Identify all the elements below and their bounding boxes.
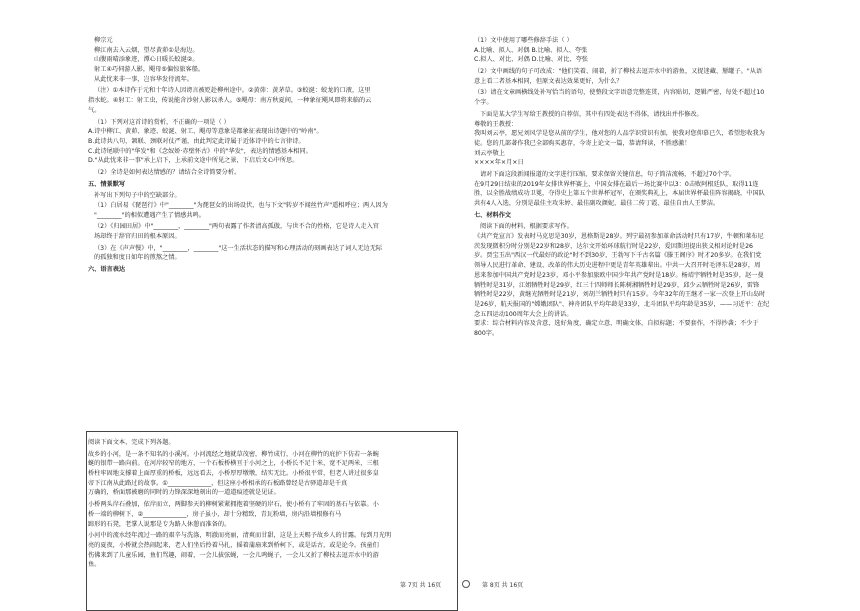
passage-text-line: 桥一端的柳树下，②______________，房子虽小，却十分精致，青瓦粉墙，房内沿墙根修有马	[88, 510, 342, 518]
right-column	[474, 36, 792, 339]
left-text-line: 山腹雨晴添象迹，潭心日暖长蛟涎②。	[94, 56, 199, 64]
left-text-line: C.此诗尾联中的"华发"和《念奴娇·赤壁怀古》中的"华发"，表达的情感基本相同。	[88, 147, 312, 155]
right-text-line: 胜，以全胜战绩成功卫冕，夺得史上第五个世界杯冠军，在颁奖典礼上，本届世界杯最佳阵容揭晓，中国队	[474, 190, 765, 198]
passage-text-line: 小桥两头岸石叠加，依岸而立，两脚参天的柳树紧紧拥抱着坚硬的岸石，使小桥有了牢固的基石与依靠。小	[88, 501, 379, 509]
page-divider-circle-icon	[462, 580, 470, 588]
passage-text-line: 蹄形的石凳，老掌人说那是专为路人休憩而准备的。	[88, 520, 231, 528]
right-text-line: 在9月29日结束的2019年女排世界杯赛上，中国女排在最后一场比赛中以3：0击败阿根廷队，取得11连	[474, 180, 759, 188]
passage-text-line: 鱼。	[88, 561, 101, 569]
left-text-line: 柳宗元	[94, 37, 113, 44]
left-text-line: D."从此忧来非一事"承上启下，上承前文途中所见之景，下启后文心中所思。	[88, 157, 299, 165]
left-text-line: 从此忧来非一事，岂容华发待流年。	[94, 75, 193, 83]
passage-text-line: 万确的，桥面那被磨的同时的力锋深深地刻出的一道道痕迹就是见证。	[88, 489, 280, 497]
right-text-line: 下面是某大学生写给王教授的自荐信，其中有四处表达不得体，请找出并作修改。	[480, 110, 703, 118]
passage-text-line: 桥柱牢固地支撑着上面厚重的桥板，远远看去，小桥厚厚墩墩，结实无比。小桥很平常，但老人讲过很多皇	[88, 470, 379, 478]
right-text-line: 恩来参加中国共产党时是23岁，邓小平参加旅欧中国少年共产党时是18岁。杨靖宇牺牲时是35岁，赵一曼	[474, 271, 764, 279]
passage-text-line: 帝下江南从此路过的故事。①______________，但这座小桥相承的石板路曾经是古驿道却是千真	[88, 479, 348, 487]
right-text-line: 茨发现微积分时分别是22岁和28岁，达尔文开始环球航行时是22岁，爱因斯坦提出狭义相对论时是26	[474, 242, 753, 250]
right-text-line: 尊敬的王教授：	[474, 120, 518, 128]
passage-text-line: 亮的夏夜，小桥就会热闹起来，老人们坐后拎着马扎，摇着蒲扇来到桥柯下，或是话古，或是论今。孩童们	[88, 541, 379, 549]
left-text-line: 五、情景默写	[88, 180, 126, 188]
passage-text-line: 蜒的银带一路向前。在河岸较窄的地方，一个石板桥横亘于小河之上，小桥长不足十米，宽不足两米，三根	[88, 460, 379, 468]
right-text-line: 要求：综合材料内容及含意，选好角度，确定立意，明确文体，自拟标题；不要套作，不得抄袭；不少于	[474, 320, 759, 328]
right-text-line: 牺牲时是31岁，江姐牺牲时是29岁，红三十四师师长陈树湘牺牲时是29岁，邱少云牺牲时是26岁，雷锋	[474, 281, 760, 289]
right-text-line: 个字。	[474, 99, 493, 107]
right-text-line: 念五四运动100周年大会上的讲话。	[474, 310, 573, 318]
right-text-line: ××××年×月×日	[474, 159, 524, 167]
left-text-line: 柳江南去入云烟，望尽黄茆①是海边。	[94, 46, 199, 54]
reading-passage	[88, 436, 446, 570]
passage-text-line: 伤佛来到了儿童乐园，鱼们骂趣，闹着，一会儿拔弦蝇，一会儿鸣蝇子，一会儿又折了柳枝去逗弄水中的游	[88, 551, 379, 559]
right-text-line: 七、材料作文	[474, 211, 512, 219]
right-text-line: 阅读下面的材料，根据要求写作。	[480, 223, 573, 231]
left-text-line: "________"的相似遭遇产生了情感共鸣。	[94, 211, 205, 219]
left-text-line: 气。	[88, 106, 101, 114]
right-text-line: C.拟人、对比、对偶 D.比喻、对比、夸张	[474, 56, 588, 64]
left-text-line: （1）白居易《琵琶行》中"________"为琵琶女的出场设伏，也与下文"转岁不闻丝竹声"遥相呼应；两人因为	[94, 202, 388, 209]
left-column	[88, 36, 446, 275]
left-text-line: 指水蛇。④射工：射工虫，传说能含沙射人影以杀人。⑤飓母：南方秋夏间，一种象征飓风即将来临的云	[88, 97, 372, 105]
left-text-line: B.此诗共八句，颔联、颈联对仗严谨，由此判定此诗属于近体诗中的七言律诗。	[88, 137, 305, 145]
left-page-number: 第 7页 共 16页	[400, 582, 442, 589]
right-text-line: 我叫刘云亭，愿兄刘风学是您从前的学生，他对您的人品学识赏识有加，使我对您仰慕已久，希望您收我为	[474, 130, 765, 138]
left-text-line: 射工④巧伺游人影，飓母⑤偏惊旅客船。	[94, 66, 205, 74]
right-text-line: 牺牲时是22岁，黄继光牺牲时是21岁，刘胡兰牺牲时只有15岁。今年32年的王继才一家一次登上开山岛时	[474, 291, 766, 299]
left-text-line: （2）《归园田居》中"________，________"两句表露了作者清高孤傲，与世不合的性格，它是诗人走入官	[94, 223, 379, 231]
left-text-line: 场却终于辞官归田的根本原因。	[94, 233, 181, 241]
left-text-line: 六、语言表达	[88, 266, 126, 274]
right-text-line: 领导人民进行革命、建设、改革的伟大历史进程中更是青年英雄辈出。中共一大召开时毛泽东是28岁，周	[474, 262, 761, 270]
right-text-line: A.比喻、拟人、对偶 B.比喻、拟人、夸张	[474, 46, 588, 54]
right-text-line: 请对下面这段新闻报道的文字进行压缩，要求保留关键信息，句子简洁流畅，不超过70个字。	[480, 170, 736, 178]
passage-text-line: 小河中的流水经年流过一路的艰辛与洗涤，明澈而亮丽，清爽而甘甜，这是上天赐予故乡人的甘露。每到月光明	[88, 532, 392, 540]
right-text-line: （1）文中使用了哪些修辞手法（ ）	[474, 37, 573, 44]
left-text-line: （3）在《声声慢》中，"________，________"这一生活状态的描写和心理活动的刻画表达了词人无边无际	[94, 244, 383, 252]
right-page-number: 第 8页 共 16页	[482, 582, 524, 589]
right-text-line: 岁。贾宝玉出"西汉一代最好的政论"时不到30岁，王勃写下千古名篇《滕王阁序》时才20多岁。在我们党	[474, 252, 762, 260]
right-text-line: 共有4人入选，分别是最佳主攻朱婷、最佳副攻颜妮、最佳二传丁霞、最佳自由人王梦洁。	[474, 200, 720, 207]
left-text-line: （注）①本诗作于元和十年诗人因谤言被贬赴柳州途中。②黄茆：黄茅草。③蛟涎：蛟龙的口液，这里	[94, 87, 371, 95]
right-text-line: （3）请在文章画横线处补写恰当的语句，使整段文字语意完整连贯，内容贴切，逻辑严密，每处不超过10	[474, 89, 765, 97]
right-text-line: 是26岁，航天报国的"嫦娥团队"、神舟团队平均年龄是33岁，北斗团队平均年龄是35岁，——习近平：在纪	[474, 300, 770, 308]
right-text-line: （2）文中画线的句子可改成："他们笑着、闹着，折了柳枝去逗弄水中的游鱼，又捉迷藏、掰罐子。"从语	[474, 68, 763, 76]
left-text-line: （2）全诗是如何表达情感的？请结合全诗简要分析。	[94, 168, 241, 176]
left-text-line: 补写出下列句子中的空缺部分。	[94, 192, 181, 200]
right-text-line: 800字。	[474, 329, 499, 337]
left-text-line: （1）下列对这首诗的赏析，不正确的一项是（ ）	[94, 118, 230, 126]
right-text-line: 意上看二者基本相同，但原文表达效果更好，为什么？	[474, 77, 623, 85]
left-text-line: A.诗中柳江、黄茆、象迹、蛟涎、射工、飓母等意象是都象征表现出诗题中的"岭南"。	[88, 128, 323, 136]
passage-text-line: 阅读下面文本，完成下列各题。	[88, 439, 175, 446]
passage-text-line: 故乡的小河，是一条不知名的小溪河。小河流经之地就草茂密，柳竹成行，小河在柳竹的庇护下仿若一条蜿	[88, 450, 379, 458]
right-text-line: 徒。您的几部著作我已全部购买惠存，今寄上论文一篇，恭请拜读，不胜感激！	[474, 139, 691, 147]
right-text-line: 刘云亭敬上	[474, 149, 505, 157]
left-text-line: 的孤独和度日如年的煎熬之情。	[94, 254, 181, 262]
right-text-line: 《共产党宣言》发表时马克思是30岁，恩格斯是28岁。列宁最初参加革命活动时只有17岁，牛顿和莱布尼	[474, 233, 764, 241]
